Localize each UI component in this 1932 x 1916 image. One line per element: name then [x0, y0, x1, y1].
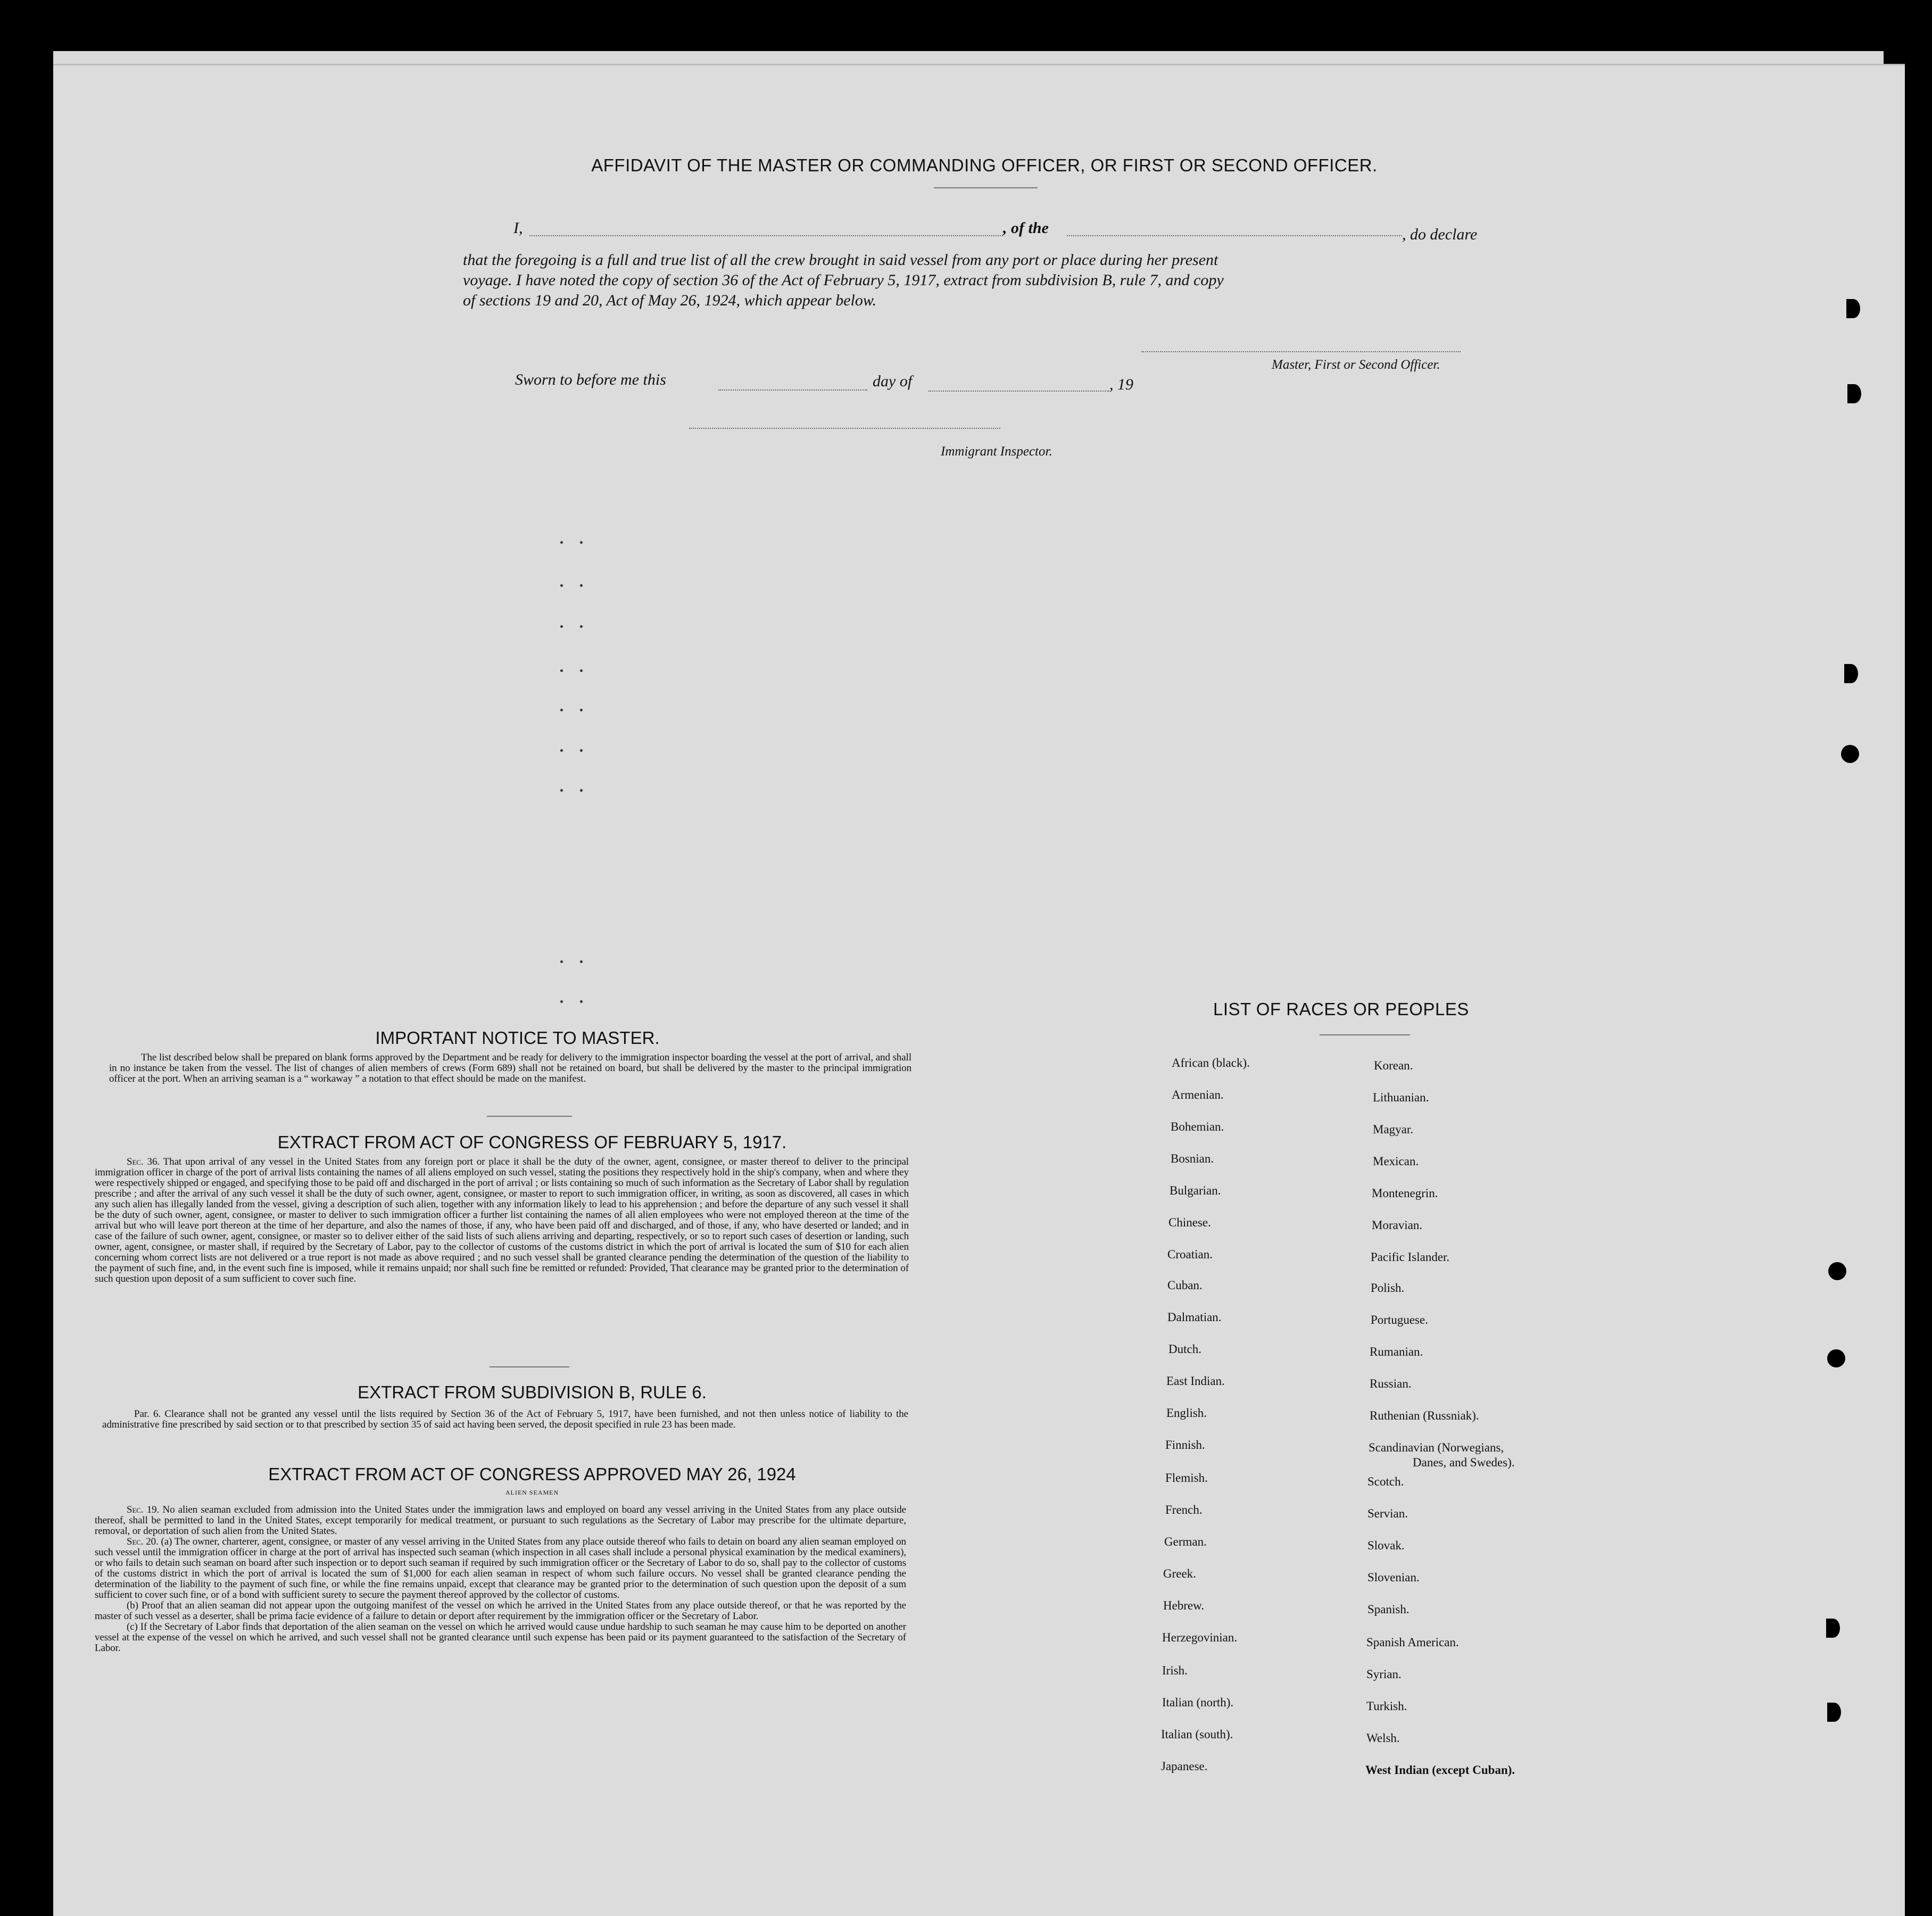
notice-text: The list described below shall be prepared on blank forms approved by the Department and be ready for delivery to the immigration inspector boarding the vessel at the port of arrival, and shall in no instance be taken from the vessel. The list of changes of alien members of crews (Form 689) shall not be retained on board, but shall be delivered by the master to the principal immigration officer at the port. When an arriving seaman is a “ workaway ” a notation to that effect should be made on the manifest. [109, 1052, 911, 1084]
races-title: LIST OF RACES OR PEOPLES [1213, 999, 1469, 1019]
leader-dot [560, 789, 563, 792]
notice-title: IMPORTANT NOTICE TO MASTER. [375, 1028, 660, 1048]
sworn-text: Sworn to before me this [515, 371, 666, 388]
race-item: French. [1165, 1503, 1203, 1516]
race-item: Magyar. [1373, 1123, 1414, 1136]
race-item: Japanese. [1161, 1760, 1208, 1773]
leader-dot [560, 541, 563, 544]
extract-1924-text [95, 1505, 906, 1654]
race-item: Polish. [1371, 1281, 1405, 1295]
extract-1917-title: EXTRACT FROM ACT OF CONGRESS OF FEBRUARY 5, 1917. [277, 1132, 787, 1152]
race-item-continuation: Danes, and Swedes). [1413, 1456, 1515, 1469]
race-item: Ruthenian (Russniak). [1370, 1409, 1479, 1422]
leader-dot [560, 709, 563, 711]
race-item: Cuban. [1167, 1279, 1203, 1292]
race-item: German. [1164, 1535, 1207, 1548]
race-item: Spanish. [1367, 1603, 1409, 1616]
leader-dot [560, 960, 563, 963]
sec-36-label: Sec. 36. [127, 1156, 160, 1167]
race-item: Servian. [1367, 1507, 1408, 1520]
race-item: Croatian. [1167, 1248, 1213, 1261]
race-item: Welsh. [1366, 1731, 1400, 1745]
sec-20a-text: (a) The owner, charterer, agent, consignee, or master of any vessel arriving in the United States from any place outside thereof who fails to detain on board any alien seaman employed on such vessel until the immigration officer in charge at the port of arrival has inspected such seaman (which inspection in all cases shall include a personal physical examination by the medical examiners), or who fails to detain such seaman on board after such inspection or to deport such seaman if required by such immigration officer or the Secretary of Labor to do so, shall pay to the collector of customs of the customs district in which the port of arrival is located the sum of $1,000 for each alien seaman in respect of whom such failure occurs. No vessel shall be granted clearance pending the determination of the liability to the payment of such fine, or while the fine remains unpaid, except that clearance may be granted prior to the determination of such question upon the deposit of a sum sufficient to cover such fine, or of a bond with sufficient surety to secure the payment thereof approved by the collector of customs. [95, 1536, 906, 1600]
race-item: Flemish. [1165, 1471, 1208, 1484]
race-item: Montenegrin. [1372, 1187, 1438, 1200]
race-item: Bulgarian. [1170, 1184, 1221, 1197]
binding-hole [1827, 1703, 1841, 1722]
race-item: Syrian. [1366, 1668, 1402, 1681]
leader-dot [560, 1000, 563, 1003]
race-item: English. [1166, 1406, 1207, 1420]
sec-20-label: Sec. 20. [127, 1536, 159, 1547]
leader-dot [580, 584, 583, 587]
inspector-line[interactable] [689, 428, 1000, 429]
affidavit-line-2: that the foregoing is a full and true list of all the crew brought in said vessel from any port or place during her present [463, 251, 1218, 269]
leader-dot [560, 669, 563, 672]
binding-hole [1841, 745, 1859, 763]
race-item: Scandinavian (Norwegians, [1369, 1441, 1504, 1454]
leader-dot [580, 541, 583, 544]
day-of-text: day of [873, 372, 913, 390]
affidavit-title: AFFIDAVIT OF THE MASTER OR COMMANDING OFFICER, OR FIRST OR SECOND OFFICER. [591, 155, 1378, 175]
race-item: Bosnian. [1171, 1152, 1214, 1165]
race-item: Finnish. [1165, 1438, 1205, 1451]
affidavit-line-3: voyage. I have noted the copy of section 36 of the Act of February 5, 1917, extract from subdivision B, rule 7, and copy [463, 271, 1224, 289]
leader-dot [580, 1000, 583, 1003]
races-rule [1320, 1034, 1410, 1035]
extract-rule6-title: EXTRACT FROM SUBDIVISION B, RULE 6. [358, 1382, 707, 1402]
race-item: West Indian (except Cuban). [1365, 1763, 1515, 1777]
race-item: Mexican. [1373, 1155, 1419, 1168]
race-item: Slovenian. [1367, 1571, 1420, 1584]
race-item: Scotch. [1367, 1475, 1404, 1488]
sec-19-text: No alien seaman excluded from admission into the United States under the immigration laws and employed on board any vessel arriving in the United States from any place outside thereof, shall be permitted to land in the United States, except temporarily for medical treatment, or pursuant to such regulations as the Secretary of Labor may prescribe for the ultimate departure, removal, or deportation of such alien from the United States. [95, 1504, 906, 1537]
leader-dot [580, 669, 583, 672]
binding-hole [1847, 384, 1861, 403]
sec-36-text: That upon arrival of any vessel in the United States from any foreign port or place it shall be the duty of the owner, agent, consignee, or master thereof to deliver to the principal immigration officer in charge of the port of arrival lists containing the names of all aliens employed on such vessel, stating the positions they respectively hold in the ship's company, when and where they were respectively shipped or engaged, and specifying those to be paid off and discharged in the port of arrival ; or lists containing so much of such information as the Secretary of Labor shall by regulation prescribe ; and after the arrival of any such vessel it shall be the duty of such owner, agent, consignee, or master to report to such immigration officer, in writing, as soon as discovered, all cases in which any such alien has illegally landed from the vessel, giving a description of such alien, together with any information likely to lead to his apprehension ; and before the departure of any such vessel it shall be the duty of such owner, agent, consignee, or master to deliver to such immigration officer a further list containing the names of all alien employees who were not employed thereon at the time of the arrival but who will leave port thereon at the time of her departure, and also the names of those, if any, who have been paid off and discharged, and of those, if any, who have deserted or landed; and in case of the failure of such owner, agent, consignee, or master so to deliver either of the said lists of such aliens arriving and departing, respectively, or so to report such cases of desertion or landing, such owner, agent, consignee, or master shall, if required by the Secretary of Labor, pay to the collector of customs of the customs district in which the port of arrival is located the sum of $10 for each alien concerning whom correct lists are not delivered or a true report is not made as above required ; and no such vessel shall be granted clearance pending the determination of the question of the liability to the payment of such fine, and, in the event such fine is imposed, while it remains unpaid; nor shall such fine be remitted or refunded: Provided, That clearance may be granted prior to the determination of such question upon deposit of a sum sufficient to cover such fine. [95, 1156, 909, 1284]
sec-19-label: Sec. 19. [127, 1504, 160, 1515]
leader-dot [580, 709, 583, 711]
binding-hole [1846, 299, 1860, 318]
leader-dot [560, 749, 563, 752]
sec-20c-text: (c) If the Secretary of Labor finds that deportation of the alien seaman on the vessel on which he arrived would cause undue hardship to such seaman he may cause him to be deported on another vessel at the expense of the vessel on which he arrived, and such vessel shall not be granted clearance until such expense has been paid or its payment guaranteed to the satisfaction of the Secretary of Labor. [95, 1621, 906, 1654]
vessel-blank[interactable] [1067, 235, 1402, 236]
binding-hole [1826, 1619, 1840, 1638]
name-blank[interactable] [529, 235, 1003, 236]
section-rule [490, 1366, 569, 1367]
extract-1924-title: EXTRACT FROM ACT OF CONGRESS APPROVED MAY 26, 1924 [268, 1464, 796, 1484]
affidavit-of-the: , of the [1003, 219, 1049, 237]
leader-dot [560, 584, 563, 587]
race-item: Armenian. [1172, 1088, 1224, 1101]
leader-dot [580, 625, 583, 628]
extract-1917-text [95, 1157, 909, 1284]
leader-dot [580, 749, 583, 752]
race-item: Russian. [1370, 1377, 1412, 1390]
year-text: , 19 [1109, 376, 1133, 393]
title-rule [934, 187, 1038, 188]
leader-dot [580, 960, 583, 963]
binding-hole [1827, 1349, 1845, 1367]
extract-rule6-text: Par. 6. Clearance shall not be granted any vessel until the lists required by Section 36 of the Act of February 5, 1917, have been furnished, and not then unless notice of liability to the administrative fine prescribed by said section or to that prescribed by section 35 of said act having been served, the deposit specified in rule 23 has been made. [102, 1408, 908, 1430]
binding-hole [1844, 664, 1858, 683]
race-item: Hebrew. [1163, 1599, 1205, 1612]
race-item: Moravian. [1372, 1218, 1423, 1232]
race-item: East Indian. [1166, 1374, 1225, 1388]
sec-20b-text: (b) Proof that an alien seaman did not appear upon the outgoing manifest of the vessel on which he arrived in the United States from any place outside thereof, or that he was reported by the master of such vessel as a deserter, shall be prima facie evidence of a failure to detain or deport after requirement by the immigration officer or the Secretary of Labor. [95, 1600, 906, 1622]
section-rule [487, 1116, 572, 1117]
affidavit-do-declare: , do declare [1402, 226, 1478, 243]
race-item: Greek. [1163, 1567, 1196, 1580]
race-item: Italian (south). [1161, 1728, 1233, 1741]
race-item: Lithuanian. [1373, 1091, 1429, 1104]
signature-line[interactable] [1141, 351, 1461, 352]
race-item: Herzegovinian. [1162, 1631, 1238, 1644]
signature-label: Master, First or Second Officer. [1272, 358, 1440, 372]
race-item: Bohemian. [1171, 1120, 1224, 1133]
extract-1924-subtitle: ALIEN SEAMEN [505, 1489, 559, 1496]
race-item: Irish. [1162, 1664, 1188, 1677]
binding-hole [1828, 1262, 1846, 1280]
race-item: Turkish. [1366, 1699, 1407, 1713]
affidavit-i: I, [513, 219, 523, 237]
race-item: Portuguese. [1371, 1313, 1428, 1326]
race-item: Pacific Islander. [1371, 1250, 1450, 1264]
sworn-day-blank[interactable] [718, 389, 867, 391]
sworn-month-blank[interactable] [928, 391, 1109, 392]
leader-dot [560, 625, 563, 628]
race-item: Rumanian. [1370, 1345, 1423, 1358]
race-item: Dutch. [1168, 1342, 1201, 1356]
race-item: Chinese. [1168, 1216, 1211, 1229]
race-item: Dalmatian. [1167, 1310, 1222, 1324]
race-item: Slovak. [1367, 1539, 1405, 1552]
race-item: Korean. [1374, 1059, 1413, 1072]
leader-dot [580, 789, 583, 792]
race-item: Italian (north). [1162, 1696, 1234, 1709]
affidavit-line-4: of sections 19 and 20, Act of May 26, 1924, which appear below. [463, 292, 877, 309]
race-item: Spanish American. [1366, 1636, 1459, 1649]
race-item: African (black). [1172, 1056, 1250, 1069]
affidavit-body [463, 250, 1503, 311]
inspector-label: Immigrant Inspector. [941, 444, 1052, 459]
